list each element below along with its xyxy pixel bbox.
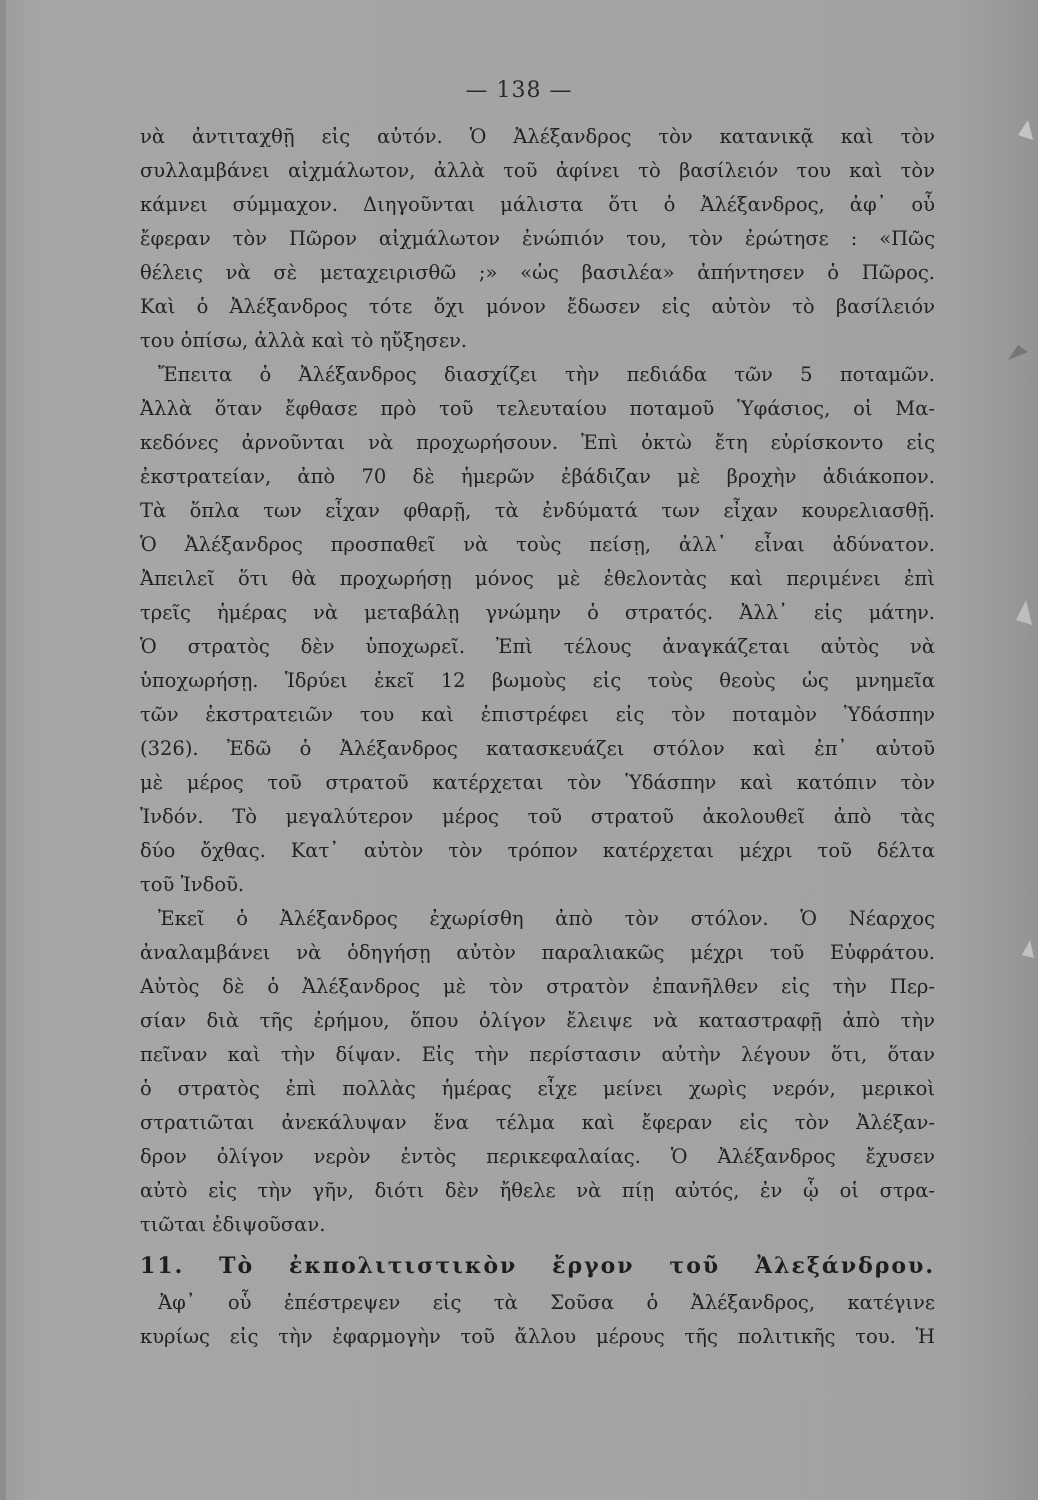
text-line: κάμνει σύμμαχον. Διηγοῦνται μάλιστα ὅτι ὁ Ἀλέξανδρος, ἀφ᾽ οὗ (140, 193, 935, 216)
page-binding-edge (0, 0, 6, 1500)
text-line: Ἀλλὰ ὅταν ἔφθασε πρὸ τοῦ τελευταίου ποταμοῦ Ὑφάσιος, οἱ Μα- (140, 397, 935, 420)
text-line: αὐτὸ εἰς τὴν γῆν, διότι δὲν ἤθελε νὰ πίῃ αὐτός, ἐν ᾧ οἱ στρα- (140, 1179, 935, 1202)
text-line: Ἀφ᾽ οὗ ἐπέστρεψεν εἰς τὰ Σοῦσα ὁ Ἀλέξανδρος, κατέγινε (158, 1291, 935, 1314)
text-line: κεδόνες ἀρνοῦνται νὰ προχωρήσουν. Ἐπὶ ὀκτὼ ἔτη εὑρίσκοντο εἰς (140, 431, 935, 454)
text-line: δρον ὀλίγον νερὸν ἐντὸς περικεφαλαίας. Ὁ Ἀλέξανδρος ἔχυσεν (140, 1145, 935, 1168)
text-line: τοῦ Ἰνδοῦ. (140, 873, 245, 896)
text-line: πεῖναν καὶ τὴν δίψαν. Εἰς τὴν περίστασιν αὐτὴν λέγουν ὅτι, ὅταν (140, 1043, 935, 1066)
text-line: μὲ μέρος τοῦ στρατοῦ κατέρχεται τὸν Ὑδάσπην καὶ κατόπιν τὸν (140, 771, 935, 794)
text-line: ὁ στρατὸς ἐπὶ πολλὰς ἡμέρας εἶχε μείνει χωρὶς νερόν, μερικοὶ (140, 1077, 935, 1100)
text-line: δύο ὄχθας. Κατ᾽ αὐτὸν τὸν τρόπον κατέρχεται μέχρι τοῦ δέλτα (140, 839, 935, 862)
page-number: — 138 — (465, 78, 573, 103)
text-line: νὰ ἀντιταχθῇ εἰς αὐτόν. Ὁ Ἀλέξανδρος τὸν κατανικᾷ καὶ τὸν (140, 125, 935, 148)
text-line: (326). Ἐδῶ ὁ Ἀλέξανδρος κατασκευάζει στόλον καὶ ἐπ᾽ αὐτοῦ (140, 737, 935, 760)
text-line: Ὁ Ἀλέξανδρος προσπαθεῖ νὰ τοὺς πείσῃ, ἀλλ᾽ εἶναι ἀδύνατον. (140, 533, 935, 556)
text-line: Ἰνδόν. Τὸ μεγαλύτερον μέρος τοῦ στρατοῦ ἀκολουθεῖ ἀπὸ τὰς (140, 805, 935, 828)
text-line: Ἐκεῖ ὁ Ἀλέξανδρος ἐχωρίσθη ἀπὸ τὸν στόλον. Ὁ Νέαρχος (158, 907, 935, 930)
body-text (140, 120, 935, 1354)
paragraph-after-heading (140, 1286, 935, 1354)
text-line: στρατιῶται ἀνεκάλυψαν ἕνα τέλμα καὶ ἔφεραν εἰς τὸν Ἀλέξαν- (140, 1111, 935, 1134)
text-line: Τὰ ὅπλα των εἶχαν φθαρῇ, τὰ ἐνδύματά των εἶχαν κουρελιασθῇ. (140, 499, 935, 522)
text-line: σίαν διὰ τῆς ἐρήμου, ὅπου ὀλίγον ἔλειψε νὰ καταστραφῇ ἀπὸ τὴν (140, 1009, 935, 1032)
text-line: ἀναλαμβάνει νὰ ὁδηγήσῃ αὐτὸν παραλιακῶς μέχρι τοῦ Εὐφράτου. (140, 941, 935, 964)
text-line: Αὐτὸς δὲ ὁ Ἀλέξανδρος μὲ τὸν στρατὸν ἐπανῆλθεν εἰς τὴν Περ- (140, 975, 935, 998)
section-heading: 11. Τὸ ἐκπολιτιστικὸν ἔργον τοῦ Ἀλεξάνδρου. (140, 1253, 935, 1279)
text-line: κυρίως εἰς τὴν ἐφαρμογὴν τοῦ ἄλλου μέρους τῆς πολιτικῆς του. Ἡ (140, 1325, 935, 1348)
text-line: τρεῖς ἡμέρας νὰ μεταβάλῃ γνώμην ὁ στρατός. Ἀλλ᾽ εἰς μάτην. (140, 601, 935, 624)
text-line: Ἀπειλεῖ ὅτι θὰ προχωρήσῃ μόνος μὲ ἐθελοντὰς καὶ περιμένει ἐπὶ (140, 567, 935, 590)
text-line: τιῶται ἐδιψοῦσαν. (140, 1213, 326, 1236)
text-line: τῶν ἐκστρατειῶν του καὶ ἐπιστρέφει εἰς τὸν ποταμὸν Ὑδάσπην (140, 703, 935, 726)
text-line: του ὀπίσω, ἀλλὰ καὶ τὸ ηὔξησεν. (140, 329, 467, 352)
page-margin-smudges (988, 0, 1038, 1500)
text-line: Ἔπειτα ὁ Ἀλέξανδρος διασχίζει τὴν πεδιάδα τῶν 5 ποταμῶν. (158, 363, 935, 386)
paragraphs-before-heading (140, 120, 935, 1242)
text-line: ἔφεραν τὸν Πῶρον αἰχμάλωτον ἐνώπιόν του, τὸν ἐρώτησε : «Πῶς (140, 227, 935, 250)
text-line: ὑποχωρήσῃ. Ἱδρύει ἐκεῖ 12 βωμοὺς εἰς τοὺς θεοὺς ὡς μνημεῖα (140, 669, 935, 692)
text-line: θέλεις νὰ σὲ μεταχειρισθῶ ;» «ὡς βασιλέα» ἀπήντησεν ὁ Πῶρος. (140, 261, 935, 284)
text-line: συλλαμβάνει αἰχμάλωτον, ἀλλὰ τοῦ ἀφίνει τὸ βασίλειόν του καὶ τὸν (140, 159, 935, 182)
text-line: ἐκστρατείαν, ἀπὸ 70 δὲ ἡμερῶν ἐβάδιζαν μὲ βροχὴν ἀδιάκοπον. (140, 465, 935, 488)
text-line: Καὶ ὁ Ἀλέξανδρος τότε ὄχι μόνον ἔδωσεν εἰς αὐτὸν τὸ βασίλειόν (140, 295, 935, 318)
text-line: Ὁ στρατὸς δὲν ὑποχωρεῖ. Ἐπὶ τέλους ἀναγκάζεται αὐτὸς νὰ (140, 635, 935, 658)
